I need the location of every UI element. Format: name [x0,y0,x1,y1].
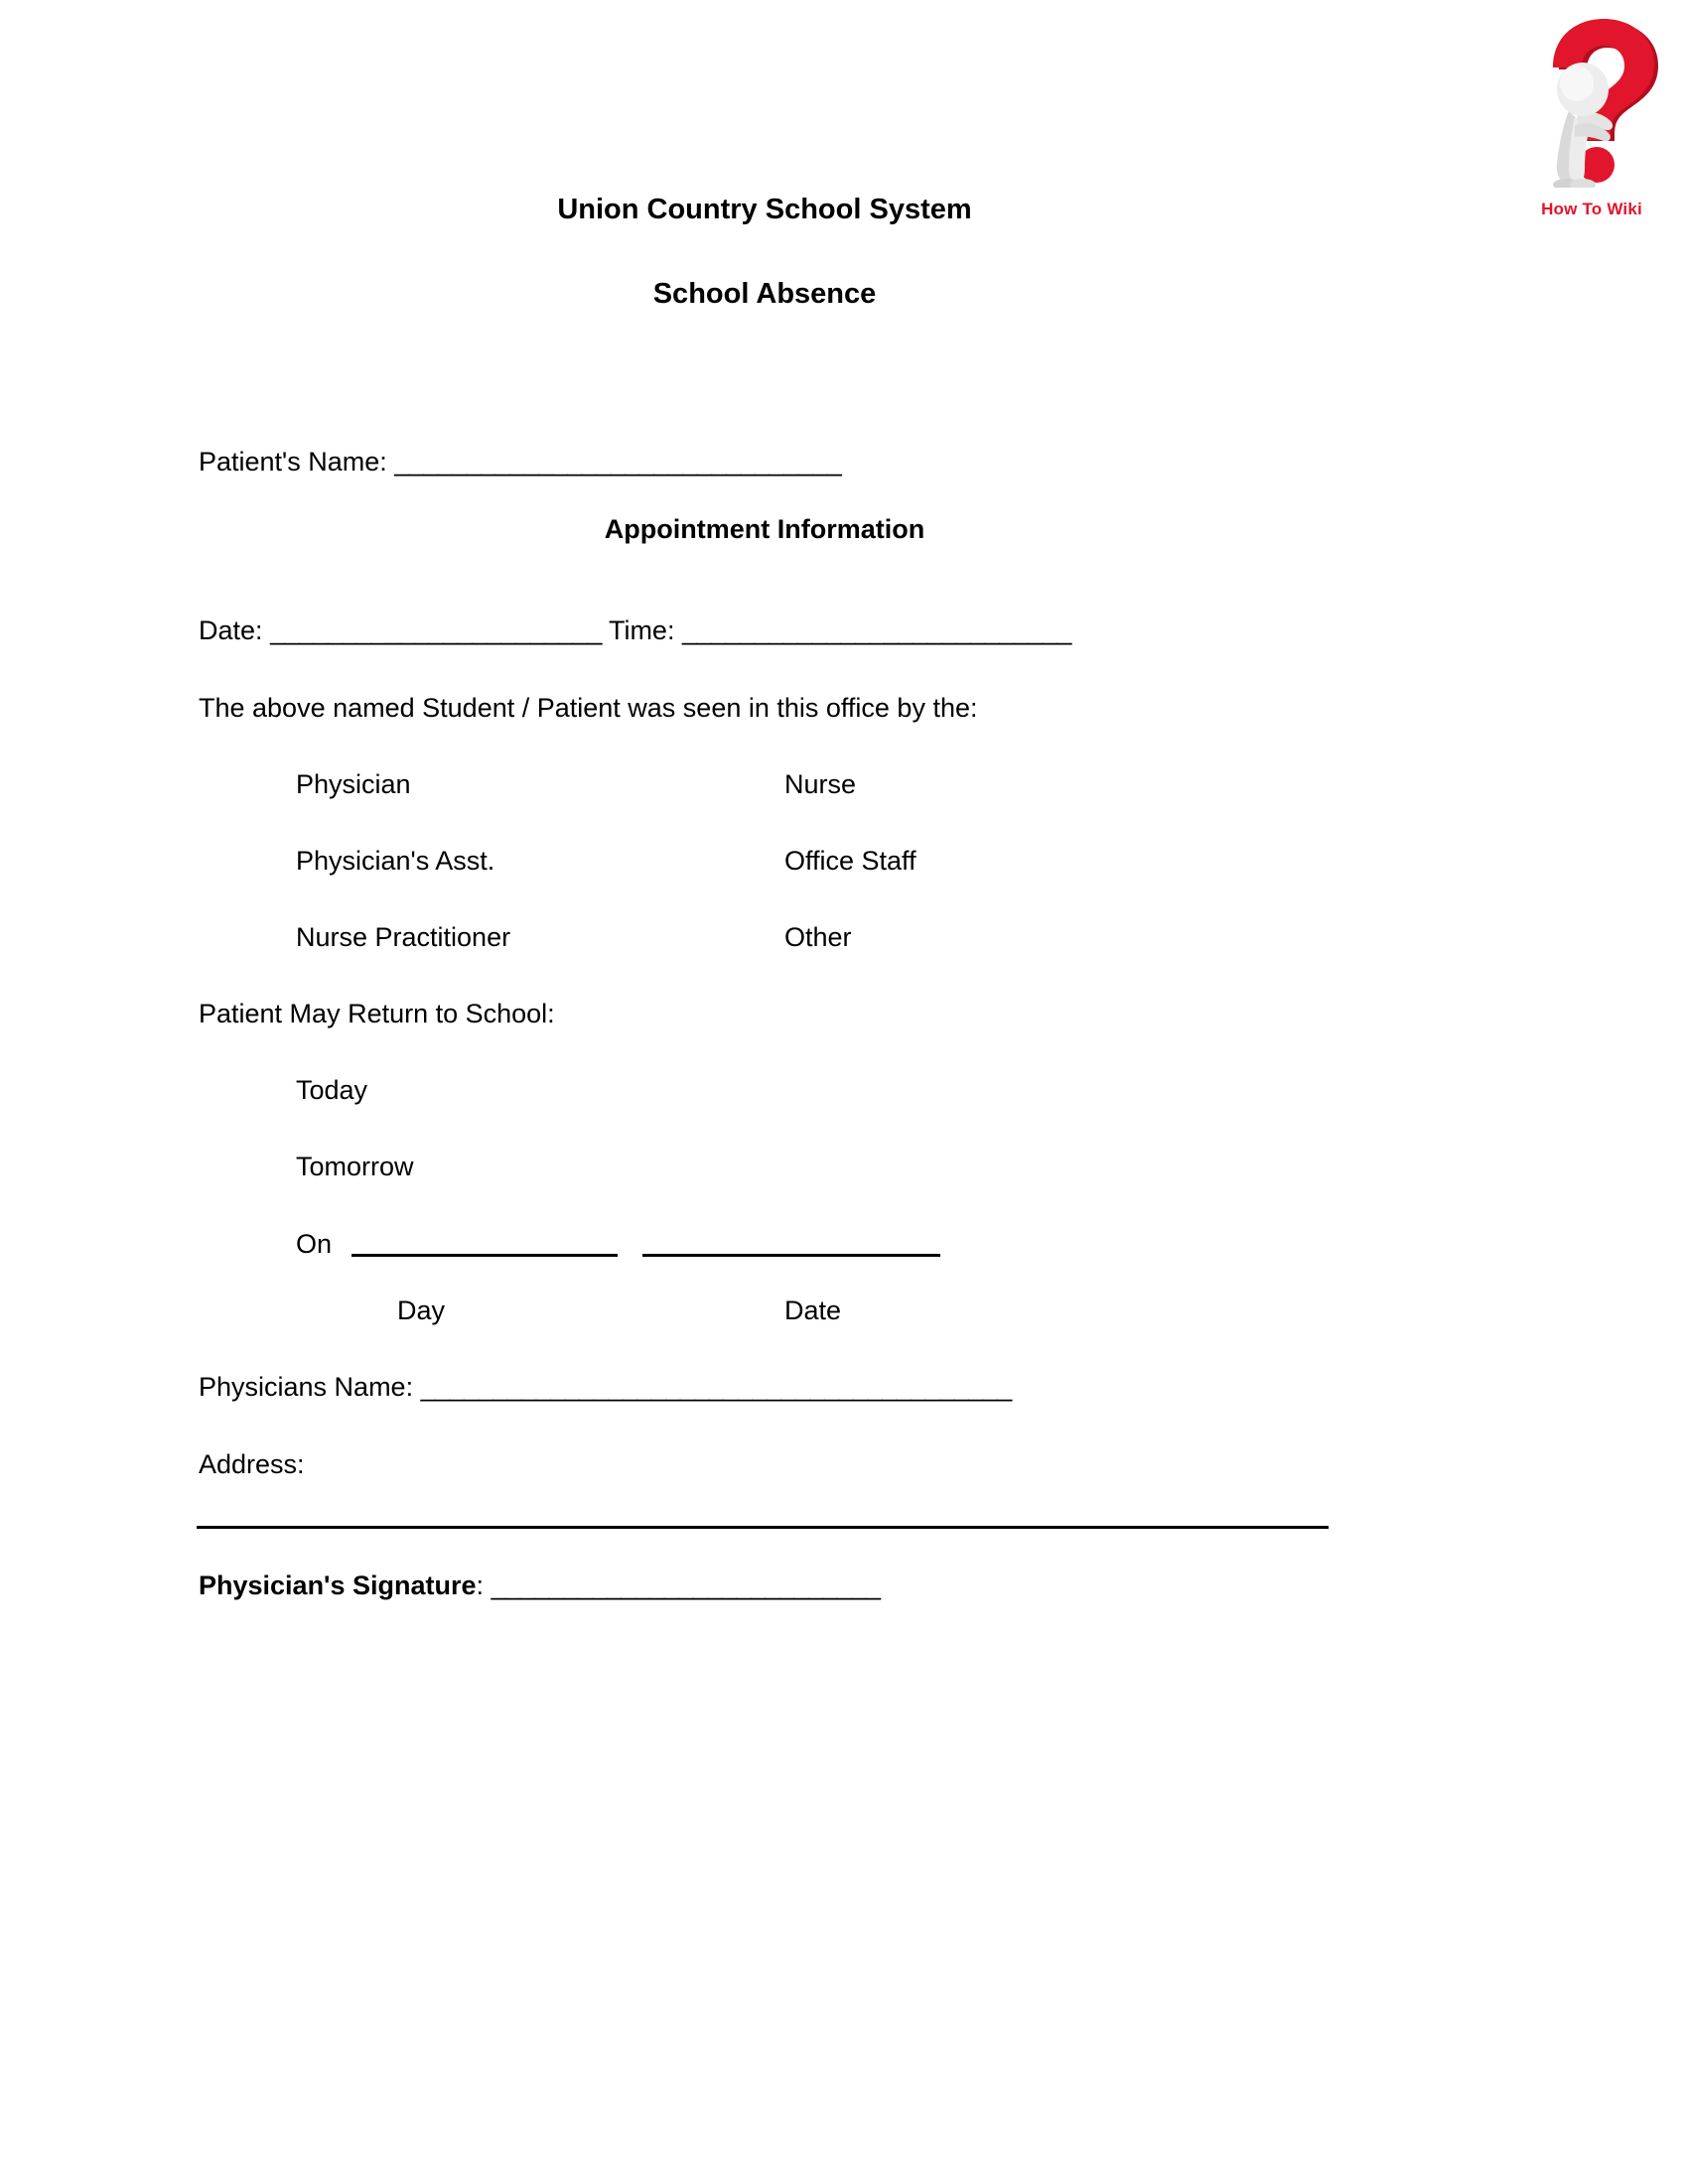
physicians-signature-input-line[interactable]: ___________________________ [491,1570,881,1600]
on-label: On [296,1229,333,1259]
return-option-on-row [296,1228,940,1260]
physicians-signature-row [199,1570,881,1601]
seen-by-option-physicians-asst[interactable]: Physician's Asst. [296,846,495,876]
time-input-line[interactable]: ___________________________ [681,615,1071,645]
logo-caption: How To Wiki [1541,200,1642,218]
return-option-today[interactable]: Today [296,1075,368,1105]
on-day-input-line[interactable] [352,1228,618,1257]
patient-name-row [199,447,841,478]
return-to-school-intro: Patient May Return to School: [199,999,555,1028]
patient-name-label: Patient's Name: [199,447,387,477]
date-time-row [199,615,1071,646]
on-date-sublabel: Date [784,1296,842,1325]
physicians-name-input-line[interactable]: _________________________________________ [420,1372,1012,1402]
return-option-tomorrow[interactable]: Tomorrow [296,1152,414,1181]
seen-by-option-office-staff[interactable]: Office Staff [784,846,916,876]
seen-by-option-nurse[interactable]: Nurse [784,769,857,799]
seen-by-option-physician[interactable]: Physician [296,769,411,799]
physicians-signature-label: Physician's Signature [199,1570,477,1600]
seen-by-option-other[interactable]: Other [784,922,852,952]
physicians-signature-colon: : [476,1570,485,1600]
address-input-line[interactable] [197,1526,1329,1529]
time-label: Time: [608,615,675,645]
section-appointment-heading: Appointment Information [604,514,925,544]
physicians-name-row [199,1372,1012,1403]
date-input-line[interactable]: _______________________ [270,615,602,645]
on-day-sublabel: Day [397,1296,446,1325]
seen-by-intro: The above named Student / Patient was seen in this office by the: [199,693,978,723]
patient-name-input-line[interactable]: _______________________________ [394,447,842,477]
organization-title: Union Country School System [557,194,972,225]
seen-by-option-nurse-practitioner[interactable]: Nurse Practitioner [296,922,511,952]
date-label: Date: [199,615,263,645]
on-date-input-line[interactable] [642,1228,940,1257]
physicians-name-label: Physicians Name: [199,1372,414,1402]
form-title: School Absence [652,278,877,310]
address-label: Address: [199,1449,305,1479]
